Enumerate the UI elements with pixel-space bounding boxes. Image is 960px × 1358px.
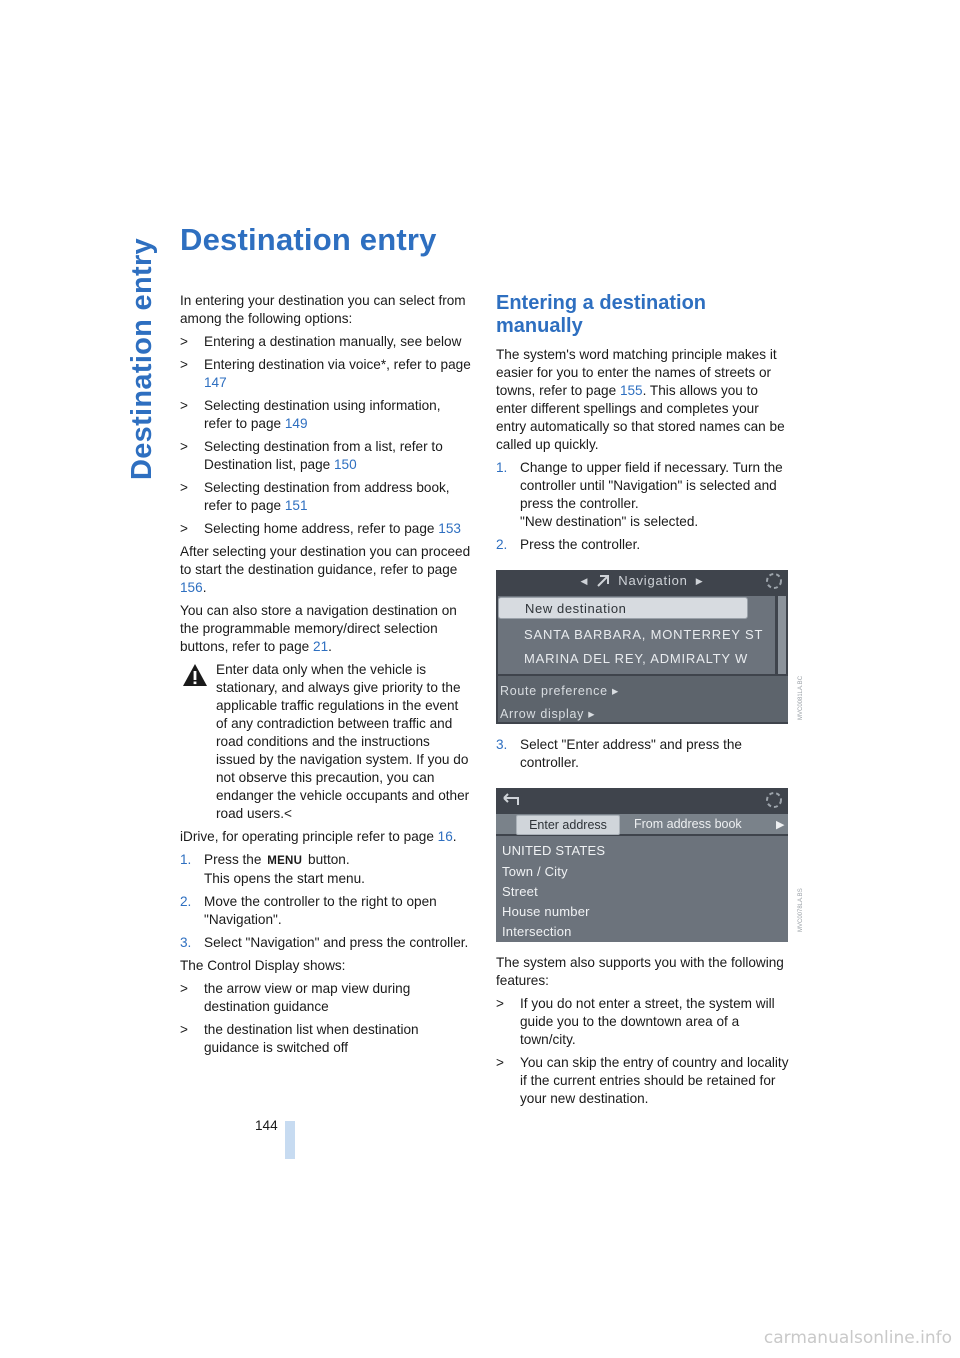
step-item: 2. Press the controller. <box>496 537 641 552</box>
page-link[interactable]: 149 <box>284 416 308 431</box>
options-list <box>180 333 472 538</box>
step-item: 3. Select "Navigation" and press the controller. <box>180 935 469 950</box>
country-field[interactable]: UNITED STATES <box>502 843 606 858</box>
left-column <box>180 292 472 1062</box>
options-icon <box>764 790 784 810</box>
page-link[interactable]: 151 <box>284 498 308 513</box>
screen-header <box>496 788 788 812</box>
town-city-field[interactable]: Town / City <box>502 864 568 879</box>
chevron-right-icon[interactable]: ▶ <box>776 819 785 831</box>
intersection-field[interactable]: Intersection <box>502 924 572 939</box>
page-link[interactable]: 155 <box>619 383 643 398</box>
side-section-title: Destination entry <box>126 238 158 480</box>
after-text: After selecting your destination you can proceed to start the destination guidance, refer to page 156. <box>180 544 471 595</box>
section-heading: Entering a destination manually <box>496 292 707 337</box>
image-code: MVC0081LA.BC <box>798 675 804 720</box>
list-item: > Selecting destination from a list, refer to Destination list, page 150 <box>180 439 443 472</box>
navigation-screen <box>496 570 788 724</box>
navigation-icon <box>596 574 610 588</box>
warning-icon <box>182 663 208 687</box>
list-item: > If you do not enter a street, the system will guide you to the downtown area of a town/city. <box>496 996 775 1047</box>
house-number-field[interactable]: House number <box>502 904 590 919</box>
page-link[interactable]: 153 <box>438 521 461 536</box>
tab-from-address-book[interactable]: From address book <box>634 817 742 831</box>
list-item[interactable]: MARINA DEL REY, ADMIRALTY W <box>524 651 749 666</box>
page-title: Destination entry <box>180 222 437 257</box>
warning-block <box>180 661 472 823</box>
page-link[interactable]: 21 <box>313 639 329 654</box>
list-item: > the destination list when destination guidance is switched off <box>180 1022 419 1055</box>
page-link[interactable]: 156 <box>180 580 203 595</box>
store-text: You can also store a navigation destination on the programmable memory/direct selection buttons, refer to page 21. <box>180 603 457 654</box>
step-item: 2. Move the controller to the right to open "Navigation". <box>180 894 437 927</box>
list-item: > Selecting destination from address book, refer to page 151 <box>180 480 450 513</box>
page-link[interactable]: 16 <box>437 829 453 844</box>
list-item: > You can skip the entry of country and locality if the current entries should be retained for your new destination. <box>496 1055 789 1106</box>
screen-title: Navigation <box>618 573 688 588</box>
features-intro: The system also supports you with the following features: <box>496 955 784 988</box>
step-item: 1. Change to upper field if necessary. Turn the controller until "Navigation" is selected and press the controller. "New destination" is selected. <box>496 460 783 529</box>
list-item: > Entering destination via voice*, refer to page 147 <box>180 357 471 390</box>
page-number: 144 <box>255 1118 278 1133</box>
list-item: > Selecting home address, refer to page 153 <box>180 521 461 536</box>
chevron-left-icon: ◀ <box>580 576 589 586</box>
new-destination-item[interactable]: New destination <box>498 597 748 619</box>
intro-text: In entering your destination you can select from among the following options: <box>180 293 466 326</box>
scrollbar[interactable] <box>778 596 786 674</box>
page-marker-bar <box>285 1121 295 1159</box>
address-screen <box>496 788 788 942</box>
back-icon[interactable] <box>502 793 522 807</box>
tab-enter-address[interactable]: Enter address <box>516 815 620 835</box>
image-code: MVC0078LA.BS <box>798 888 804 932</box>
arrow-display-item[interactable]: Arrow display ▸ <box>500 707 596 721</box>
list-item: > Selecting destination using information, refer to page 149 <box>180 398 441 431</box>
screen-header <box>496 570 788 592</box>
idrive-text: iDrive, for operating principle refer to page 16. <box>180 829 457 844</box>
intro-paragraph: The system's word matching principle makes it easier for you to enter the names of streets or towns, refer to page 155. This allows you to enter different spellings and completes your entry automatically so that stored names can be called up quickly. <box>496 347 785 452</box>
warning-text: Enter data only when the vehicle is stationary, and always give priority to the applicable traffic regulations in the event of any contradiction between traffic and road conditions and the instructions issued by the navigation system. If you do not observe this precaution, you can endanger the vehicle occupants and other road users.< <box>216 662 470 821</box>
chevron-right-icon: ▶ <box>695 576 704 586</box>
step-item: 3. Select "Enter address" and press the controller. <box>496 737 742 770</box>
menu-key-icon: MENU <box>267 855 303 867</box>
step-item: 1. Press the MENU button. This opens the start menu. <box>180 852 365 886</box>
right-column <box>496 292 790 1113</box>
watermark: carmanualsonline.info <box>763 1328 952 1348</box>
route-preference-item[interactable]: Route preference ▸ <box>500 684 619 698</box>
page-link[interactable]: 150 <box>333 457 357 472</box>
list-item: > the arrow view or map view during destination guidance <box>180 981 411 1014</box>
list-item: > Entering a destination manually, see below <box>180 334 462 349</box>
display-shows-text: The Control Display shows: <box>180 958 346 973</box>
street-field[interactable]: Street <box>502 884 538 899</box>
page-link[interactable]: 147 <box>204 375 227 390</box>
options-icon <box>764 571 784 591</box>
list-item[interactable]: SANTA BARBARA, MONTERREY ST <box>524 627 764 642</box>
